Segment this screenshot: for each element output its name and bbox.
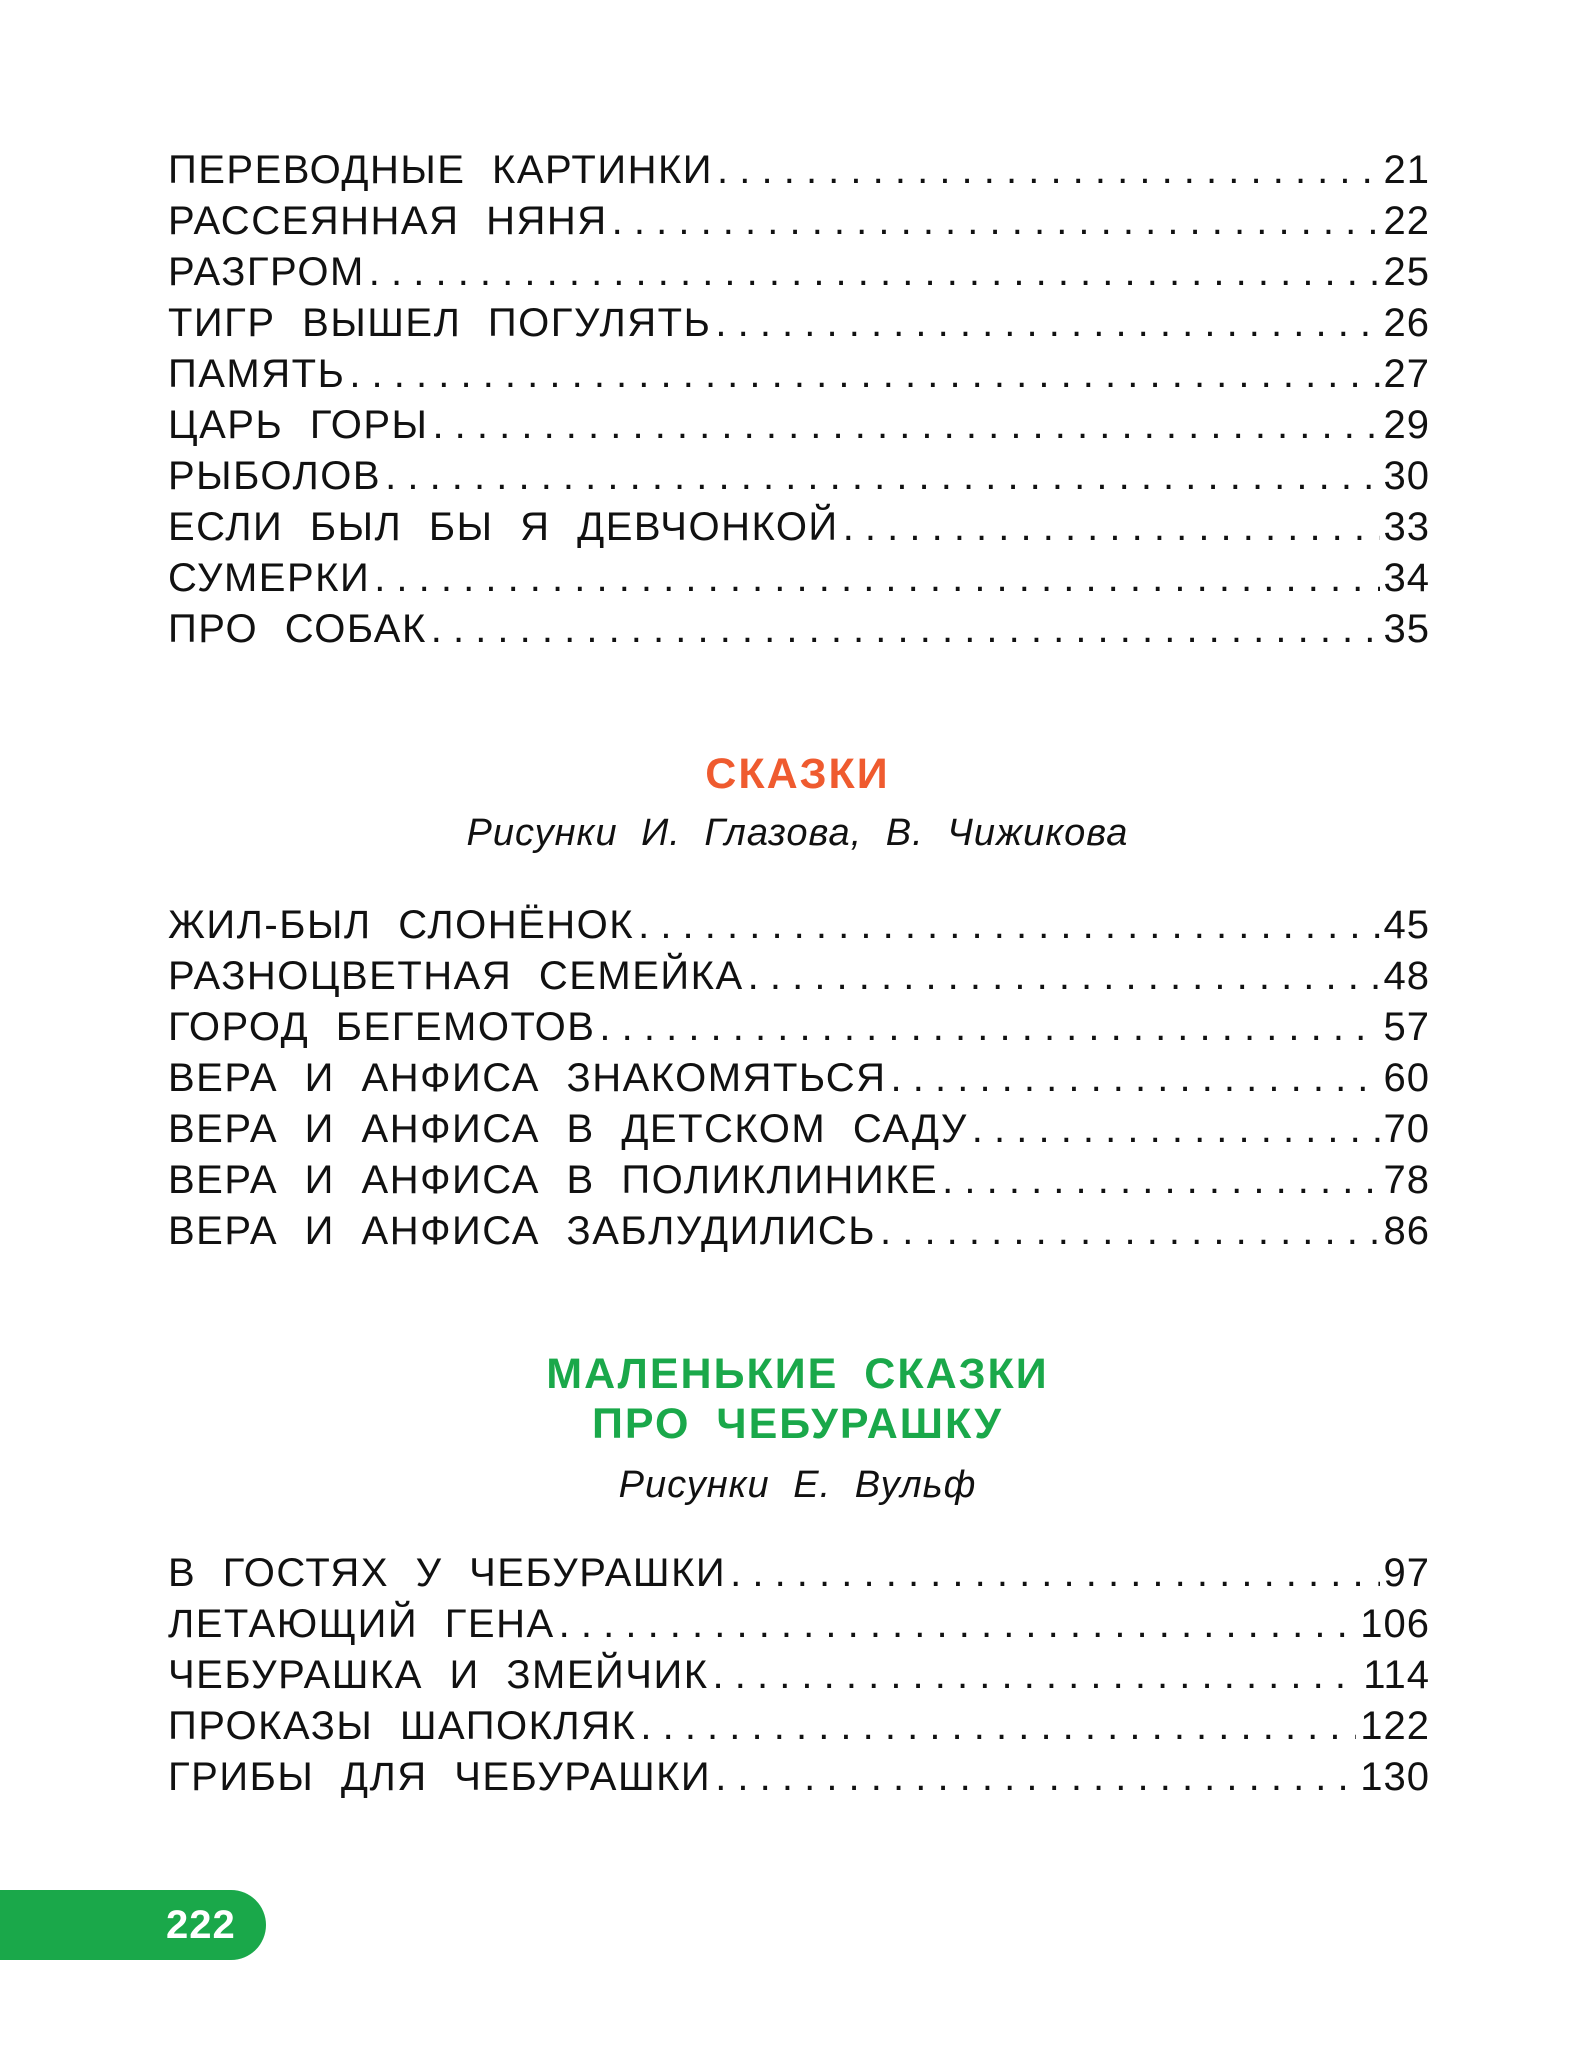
toc-entry-title: ЕСЛИ БЫЛ БЫ Я ДЕВЧОНКОЙ [168,505,839,549]
toc-entry-title: ПЕРЕВОДНЫЕ КАРТИНКИ [168,148,714,192]
toc-entry-page: 45 [1383,903,1430,947]
toc-entry[interactable] [168,1206,1430,1257]
toc-entry-title: ВЕРА И АНФИСА В ДЕТСКОМ САДУ [168,1107,968,1151]
toc-leader-dots [748,951,1380,1002]
toc-leader-dots [638,900,1379,951]
toc-entry[interactable] [168,145,1430,196]
toc-entry-title: ГОРОД БЕГЕМОТОВ [168,1005,596,1049]
toc-entry[interactable] [168,1002,1430,1053]
toc-leader-dots [640,1701,1356,1752]
toc-entry[interactable] [168,1599,1430,1650]
toc-entry-title: РАССЕЯННАЯ НЯНЯ [168,199,608,243]
toc-entry-page: 25 [1383,250,1430,294]
section-heading-skazki: СКАЗКИ [705,750,890,798]
section-credit-skazki: Рисунки И. Глазова, В. Чижикова [466,812,1129,854]
toc-entry[interactable] [168,553,1430,604]
toc-entry-title: ПРОКАЗЫ ШАПОКЛЯК [168,1704,637,1748]
toc-leader-dots [432,400,1379,451]
toc-entry-page: 114 [1363,1653,1430,1697]
toc-entry-page: 106 [1360,1602,1430,1646]
toc-leader-dots [599,1002,1379,1053]
toc-entry[interactable] [168,298,1430,349]
toc-leader-dots [717,145,1379,196]
toc-section-3 [168,1548,1430,1803]
toc-entry-title: РАЗНОЦВЕТНАЯ СЕМЕЙКА [168,954,744,998]
toc-entry-title: ЖИЛ-БЫЛ СЛОНЁНОК [168,903,635,947]
toc-entry-page: 33 [1383,505,1430,549]
toc-entry[interactable] [168,349,1430,400]
toc-leader-dots [385,451,1379,502]
page-number: 222 [166,1903,236,1947]
toc-entry[interactable] [168,1104,1430,1155]
toc-leader-dots [891,1053,1380,1104]
toc-entry-page: 34 [1383,556,1430,600]
toc-entry[interactable] [168,1155,1430,1206]
toc-entry-title: РЫБОЛОВ [168,454,382,498]
section-heading-cheburashka-line2: ПРО ЧЕБУРАШКУ [591,1400,1004,1448]
toc-leader-dots [374,553,1379,604]
toc-entry[interactable] [168,900,1430,951]
toc-leader-dots [942,1155,1379,1206]
toc-entry-title: ВЕРА И АНФИСА ЗАБЛУДИЛИСЬ [168,1209,876,1253]
toc-leader-dots [715,1752,1356,1803]
toc-entry-page: 48 [1383,954,1430,998]
toc-entry[interactable] [168,604,1430,655]
toc-section-2 [168,900,1430,1257]
toc-leader-dots [730,1548,1379,1599]
toc-leader-dots [559,1599,1357,1650]
toc-entry-title: В ГОСТЯХ У ЧЕБУРАШКИ [168,1551,727,1595]
toc-entry[interactable] [168,502,1430,553]
toc-entry[interactable] [168,451,1430,502]
toc-entry-page: 78 [1383,1158,1430,1202]
toc-entry-page: 29 [1383,403,1430,447]
toc-entry-title: СУМЕРКИ [168,556,371,600]
section-credit-cheburashka: Рисунки Е. Вульф [618,1464,977,1506]
toc-leader-dots [843,502,1380,553]
toc-entry[interactable] [168,247,1430,298]
toc-entry[interactable] [168,951,1430,1002]
toc-leader-dots [612,196,1380,247]
toc-entry-title: ПАМЯТЬ [168,352,346,396]
toc-leader-dots [713,1650,1360,1701]
toc-leader-dots [972,1104,1380,1155]
toc-leader-dots [349,349,1379,400]
section-heading-cheburashka-line1: МАЛЕНЬКИЕ СКАЗКИ [546,1350,1049,1398]
toc-entry[interactable] [168,1752,1430,1803]
toc-entry[interactable] [168,196,1430,247]
toc-entry-title: РАЗГРОМ [168,250,365,294]
toc-entry-title: ТИГР ВЫШЕЛ ПОГУЛЯТЬ [168,301,712,345]
toc-entry-page: 21 [1383,148,1430,192]
toc-entry[interactable] [168,1701,1430,1752]
toc-entry-page: 60 [1383,1056,1430,1100]
toc-entry-title: ЦАРЬ ГОРЫ [168,403,429,447]
toc-entry-page: 22 [1383,199,1430,243]
toc-entry-page: 70 [1383,1107,1430,1151]
toc-entry-page: 57 [1383,1005,1430,1049]
toc-entry-page: 26 [1383,301,1430,345]
toc-entry-title: ВЕРА И АНФИСА В ПОЛИКЛИНИКЕ [168,1158,939,1202]
toc-entry[interactable] [168,1548,1430,1599]
toc-leader-dots [715,298,1379,349]
toc-leader-dots [369,247,1380,298]
toc-entry-page: 122 [1360,1704,1430,1748]
toc-entry-title: ПРО СОБАК [168,607,427,651]
toc-entry-page: 130 [1360,1755,1430,1799]
toc-entry[interactable] [168,1650,1430,1701]
toc-entry[interactable] [168,1053,1430,1104]
toc-entry-page: 86 [1383,1209,1430,1253]
toc-leader-dots [880,1206,1380,1257]
toc-entry-page: 30 [1383,454,1430,498]
toc-entry-title: ЧЕБУРАШКА И ЗМЕЙЧИК [168,1653,709,1697]
toc-section-1 [168,145,1430,655]
toc-entry-title: ВЕРА И АНФИСА ЗНАКОМЯТЬСЯ [168,1056,887,1100]
toc-entry-title: ЛЕТАЮЩИЙ ГЕНА [168,1602,555,1646]
toc-entry[interactable] [168,400,1430,451]
toc-entry-page: 35 [1383,607,1430,651]
toc-entry-page: 27 [1383,352,1430,396]
toc-entry-page: 97 [1383,1551,1430,1595]
toc-entry-title: ГРИБЫ ДЛЯ ЧЕБУРАШКИ [168,1755,712,1799]
toc-leader-dots [431,604,1380,655]
